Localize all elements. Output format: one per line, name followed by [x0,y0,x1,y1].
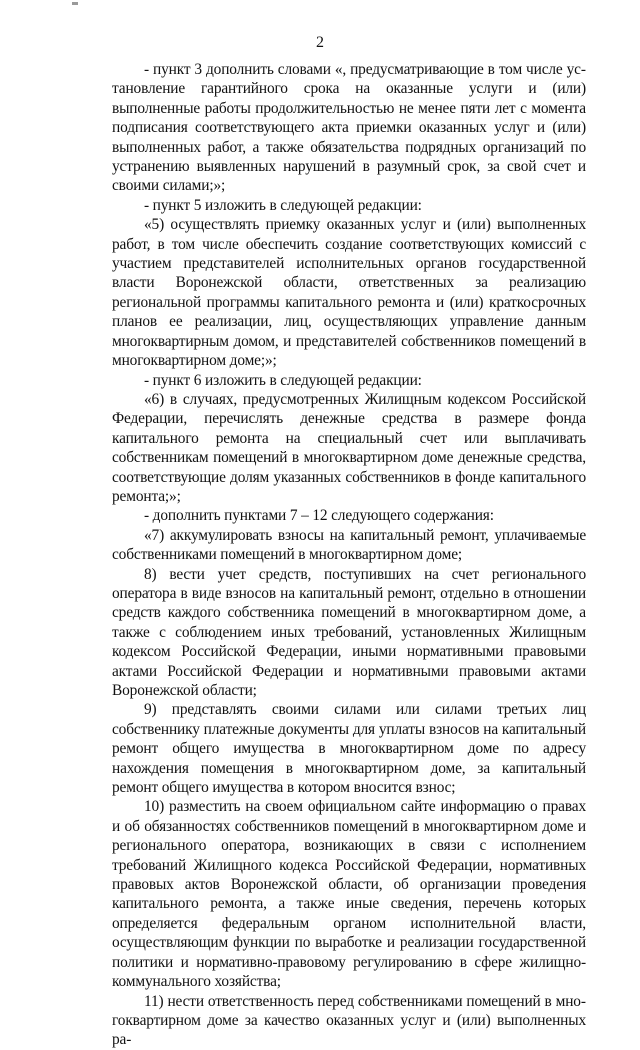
paragraph-item-3-amendment: - пункт 3 дополнить словами «, предусматривающие в том числе установление гарантийного срока на оказанные услуги и (или) выполненные работы продолжительностью не менее пяти лет с момента подписания соответствующего акта приемки оказанных услуг и (или) выполненных работ, а также обязательства подрядных организаций по устранению выявленных нарушений в разумный срок, за свой счет и своими силами;»; [112,61,586,195]
paragraph-item-6-intro: - пункт 6 изложить в следующей редакции: [144,371,422,389]
paragraph-item-5-intro: - пункт 5 изложить в следующей редакции: [144,196,422,214]
paragraph-item-8: 8) вести учет средств, поступивших на счет регионального оператора в виде взносов на капитальный ремонт, отдельно в отношении средств каждого собственника помещений в многоквартирном доме, а также с соблюдением иных требований, установленных Жилищным кодексом Российской Федерации, иными нормативными правовыми актами Российской Федерации и нормативными правовыми актами Воронежской области; [112,565,586,699]
paragraph-item-6-text: «6) в случаях, предусмотренных Жилищным кодексом Российской Федерации, перечислять денежные средства в размере фонда капитального ремонта на специальный счет или выплачивать собственникам помещений в многоквартирном доме денежные средства, соответствующие долям указанных собственников в фонде капитального ремонта;»; [112,390,586,505]
paragraph-items-7-12-intro: - дополнить пунктами 7 – 12 следующего содержания: [144,507,494,525]
scan-mark [72,2,78,5]
paragraph-item-9: 9) представлять своими силами или силами третьих лиц собственнику платежные документы для уплаты взносов на капитальный ремонт общего имущества в многоквартирном доме по адресу нахождения помещения в многоквартирном доме, за капитальный ремонт общего имущества в котором вносится взнос; [112,701,586,797]
paragraph-item-7: «7) аккумулировать взносы на капитальный ремонт, уплачиваемые собственниками помещений в многоквартирном доме; [112,526,586,564]
paragraph-item-11: 11) нести ответственность перед собственниками помещений в многоквартирном доме за качество оказанных услуг и (или) выполненных ра- [112,992,586,1049]
document-body [112,60,586,1050]
paragraph-item-10: 10) разместить на своем официальном сайте информацию о правах и об обязанностях собственников помещений в многоквартирном доме и регионального оператора, возникающих в связи с исполнением требований Жилищного кодекса Российской Федерации, нормативных правовых актов Воронежской области, об организации проведения капитального ремонта, а также иные сведения, перечень которых определяется федеральным органом исполнительной власти, осуществляющим функции по выработке и реализации государственной политики и нормативно-правовому регулированию в сфере жилищно-коммунального хозяйства; [112,798,586,991]
page-number: 2 [316,34,324,51]
paragraph-item-5-text: «5) осуществлять приемку оказанных услуг и (или) выполненных работ, в том числе обеспечить создание соответствующих комиссий с участием представителей исполнительных органов государственной власти Воронежской области, ответственных за реализацию региональной программы капитального ремонта и (или) краткосрочных планов ее реализации, лиц, осуществляющих управление данным многоквартирным домом, и представителей собственников помещений в многоквартирном доме;»; [112,216,586,370]
